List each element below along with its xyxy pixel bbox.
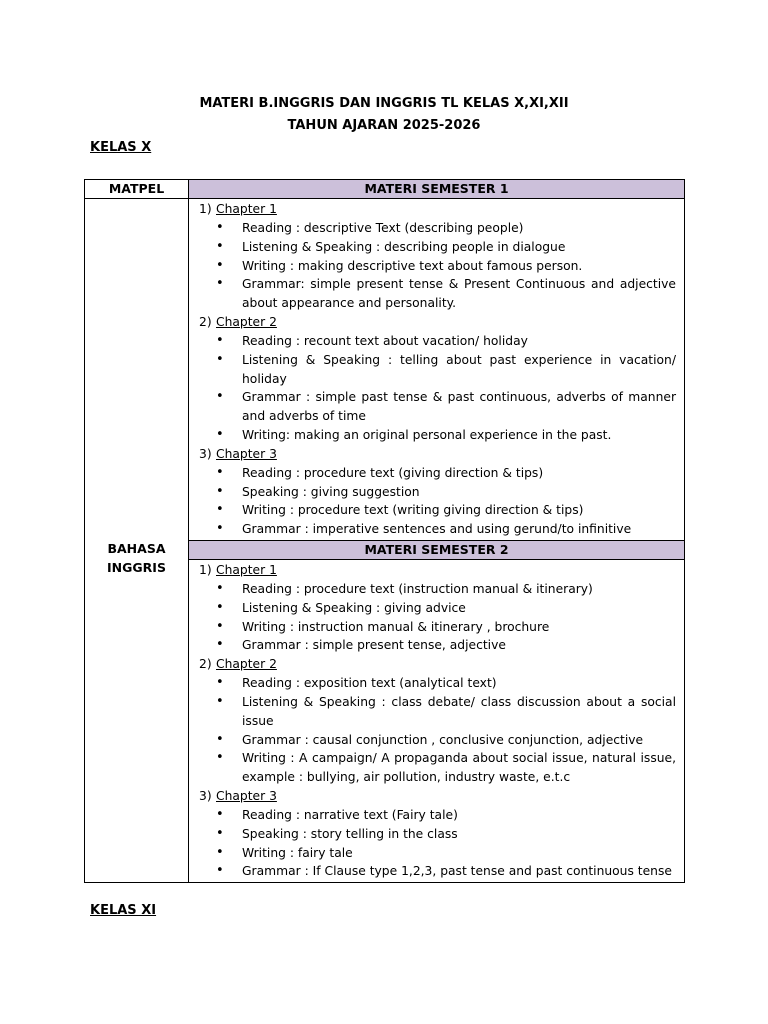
- chapter-number: 2): [199, 314, 212, 329]
- topic-item: • Grammar : simple past tense & past continuous, adverbs of manner and adverbs of time: [199, 388, 676, 426]
- topic-item: • Grammar : If Clause type 1,2,3, past tense and past continuous tense: [199, 862, 676, 881]
- chapter-heading: [199, 655, 676, 674]
- topic-item: • Listening & Speaking : class debate/ class discussion about a social issue: [199, 693, 676, 731]
- doc-title: MATERI B.INGGRIS DAN INGGRIS TL KELAS X,XI,XII: [199, 96, 569, 111]
- chapter-heading: [199, 445, 676, 464]
- chapter-heading: [199, 200, 676, 219]
- chapter-number: 1): [199, 202, 212, 216]
- topic-list: [199, 332, 676, 445]
- chapter-number: 2): [199, 657, 212, 672]
- topic-item: • Reading : recount text about vacation/ holiday: [199, 332, 676, 351]
- chapter-heading: [199, 561, 676, 580]
- chapter-label: Chapter 3: [216, 446, 277, 461]
- topic-item: • Listening & Speaking : describing people in dialogue: [199, 238, 676, 257]
- chapter-number: 3): [199, 788, 212, 803]
- topic-item: • Grammar: simple present tense & Present Continuous and adjective about appearance and personality.: [199, 275, 676, 313]
- section-heading-kelas-x: KELAS X: [90, 140, 152, 155]
- chapter-label: Chapter 3: [216, 788, 277, 803]
- topic-item: • Grammar : imperative sentences and using gerund/to infinitive: [199, 520, 676, 539]
- topic-item: • Listening & Speaking : giving advice: [199, 599, 676, 618]
- subject-label: BAHASA INGGRIS: [107, 541, 166, 575]
- semester-2-content: [189, 559, 685, 882]
- chapter-label: Chapter 1: [216, 202, 277, 216]
- topic-item: • Writing : A campaign/ A propaganda about social issue, natural issue, example : bullying, air pollution, industry waste, e.t.c: [199, 749, 676, 787]
- semester-1-header: MATERI SEMESTER 1: [189, 180, 685, 199]
- topic-item: • Grammar : simple present tense, adjective: [199, 636, 676, 655]
- topic-item: • Reading : narrative text (Fairy tale): [199, 806, 676, 825]
- chapter-label: Chapter 2: [216, 657, 277, 672]
- topic-list: [199, 806, 676, 881]
- topic-item: • Speaking : story telling in the class: [199, 825, 676, 844]
- topic-list: [199, 464, 676, 539]
- topic-item: • Writing: making an original personal experience in the past.: [199, 426, 676, 445]
- topic-list: [199, 219, 676, 313]
- doc-subtitle: TAHUN AJARAN 2025-2026: [287, 118, 481, 133]
- topic-item: • Reading : exposition text (analytical text): [199, 674, 676, 693]
- matpel-header: MATPEL: [85, 180, 189, 199]
- topic-list: [199, 580, 676, 655]
- chapter-label: Chapter 2: [216, 314, 277, 329]
- chapter-heading: [199, 787, 676, 806]
- semester-2-header: MATERI SEMESTER 2: [189, 540, 685, 559]
- subject-cell: [85, 199, 189, 883]
- topic-list: [199, 674, 676, 787]
- topic-item: • Speaking : giving suggestion: [199, 483, 676, 502]
- chapter-number: 3): [199, 446, 212, 461]
- semester-1-content: [189, 199, 685, 541]
- topic-item: • Writing : fairy tale: [199, 844, 676, 863]
- section-heading-kelas-xi: KELAS XI: [90, 903, 157, 918]
- topic-item: • Listening & Speaking : telling about past experience in vacation/ holiday: [199, 351, 676, 389]
- topic-item: • Reading : procedure text (instruction manual & itinerary): [199, 580, 676, 599]
- topic-item: • Reading : descriptive Text (describing people): [199, 219, 676, 238]
- chapter-heading: [199, 313, 676, 332]
- topic-item: • Writing : making descriptive text about famous person.: [199, 257, 676, 276]
- chapter-number: 1): [199, 562, 212, 577]
- topic-item: • Reading : procedure text (giving direction & tips): [199, 464, 676, 483]
- topic-item: • Grammar : causal conjunction , conclusive conjunction, adjective: [199, 731, 676, 750]
- topic-item: • Writing : instruction manual & itinerary , brochure: [199, 618, 676, 637]
- chapter-label: Chapter 1: [216, 562, 277, 577]
- topic-item: • Writing : procedure text (writing giving direction & tips): [199, 501, 676, 520]
- materi-table: [84, 179, 685, 883]
